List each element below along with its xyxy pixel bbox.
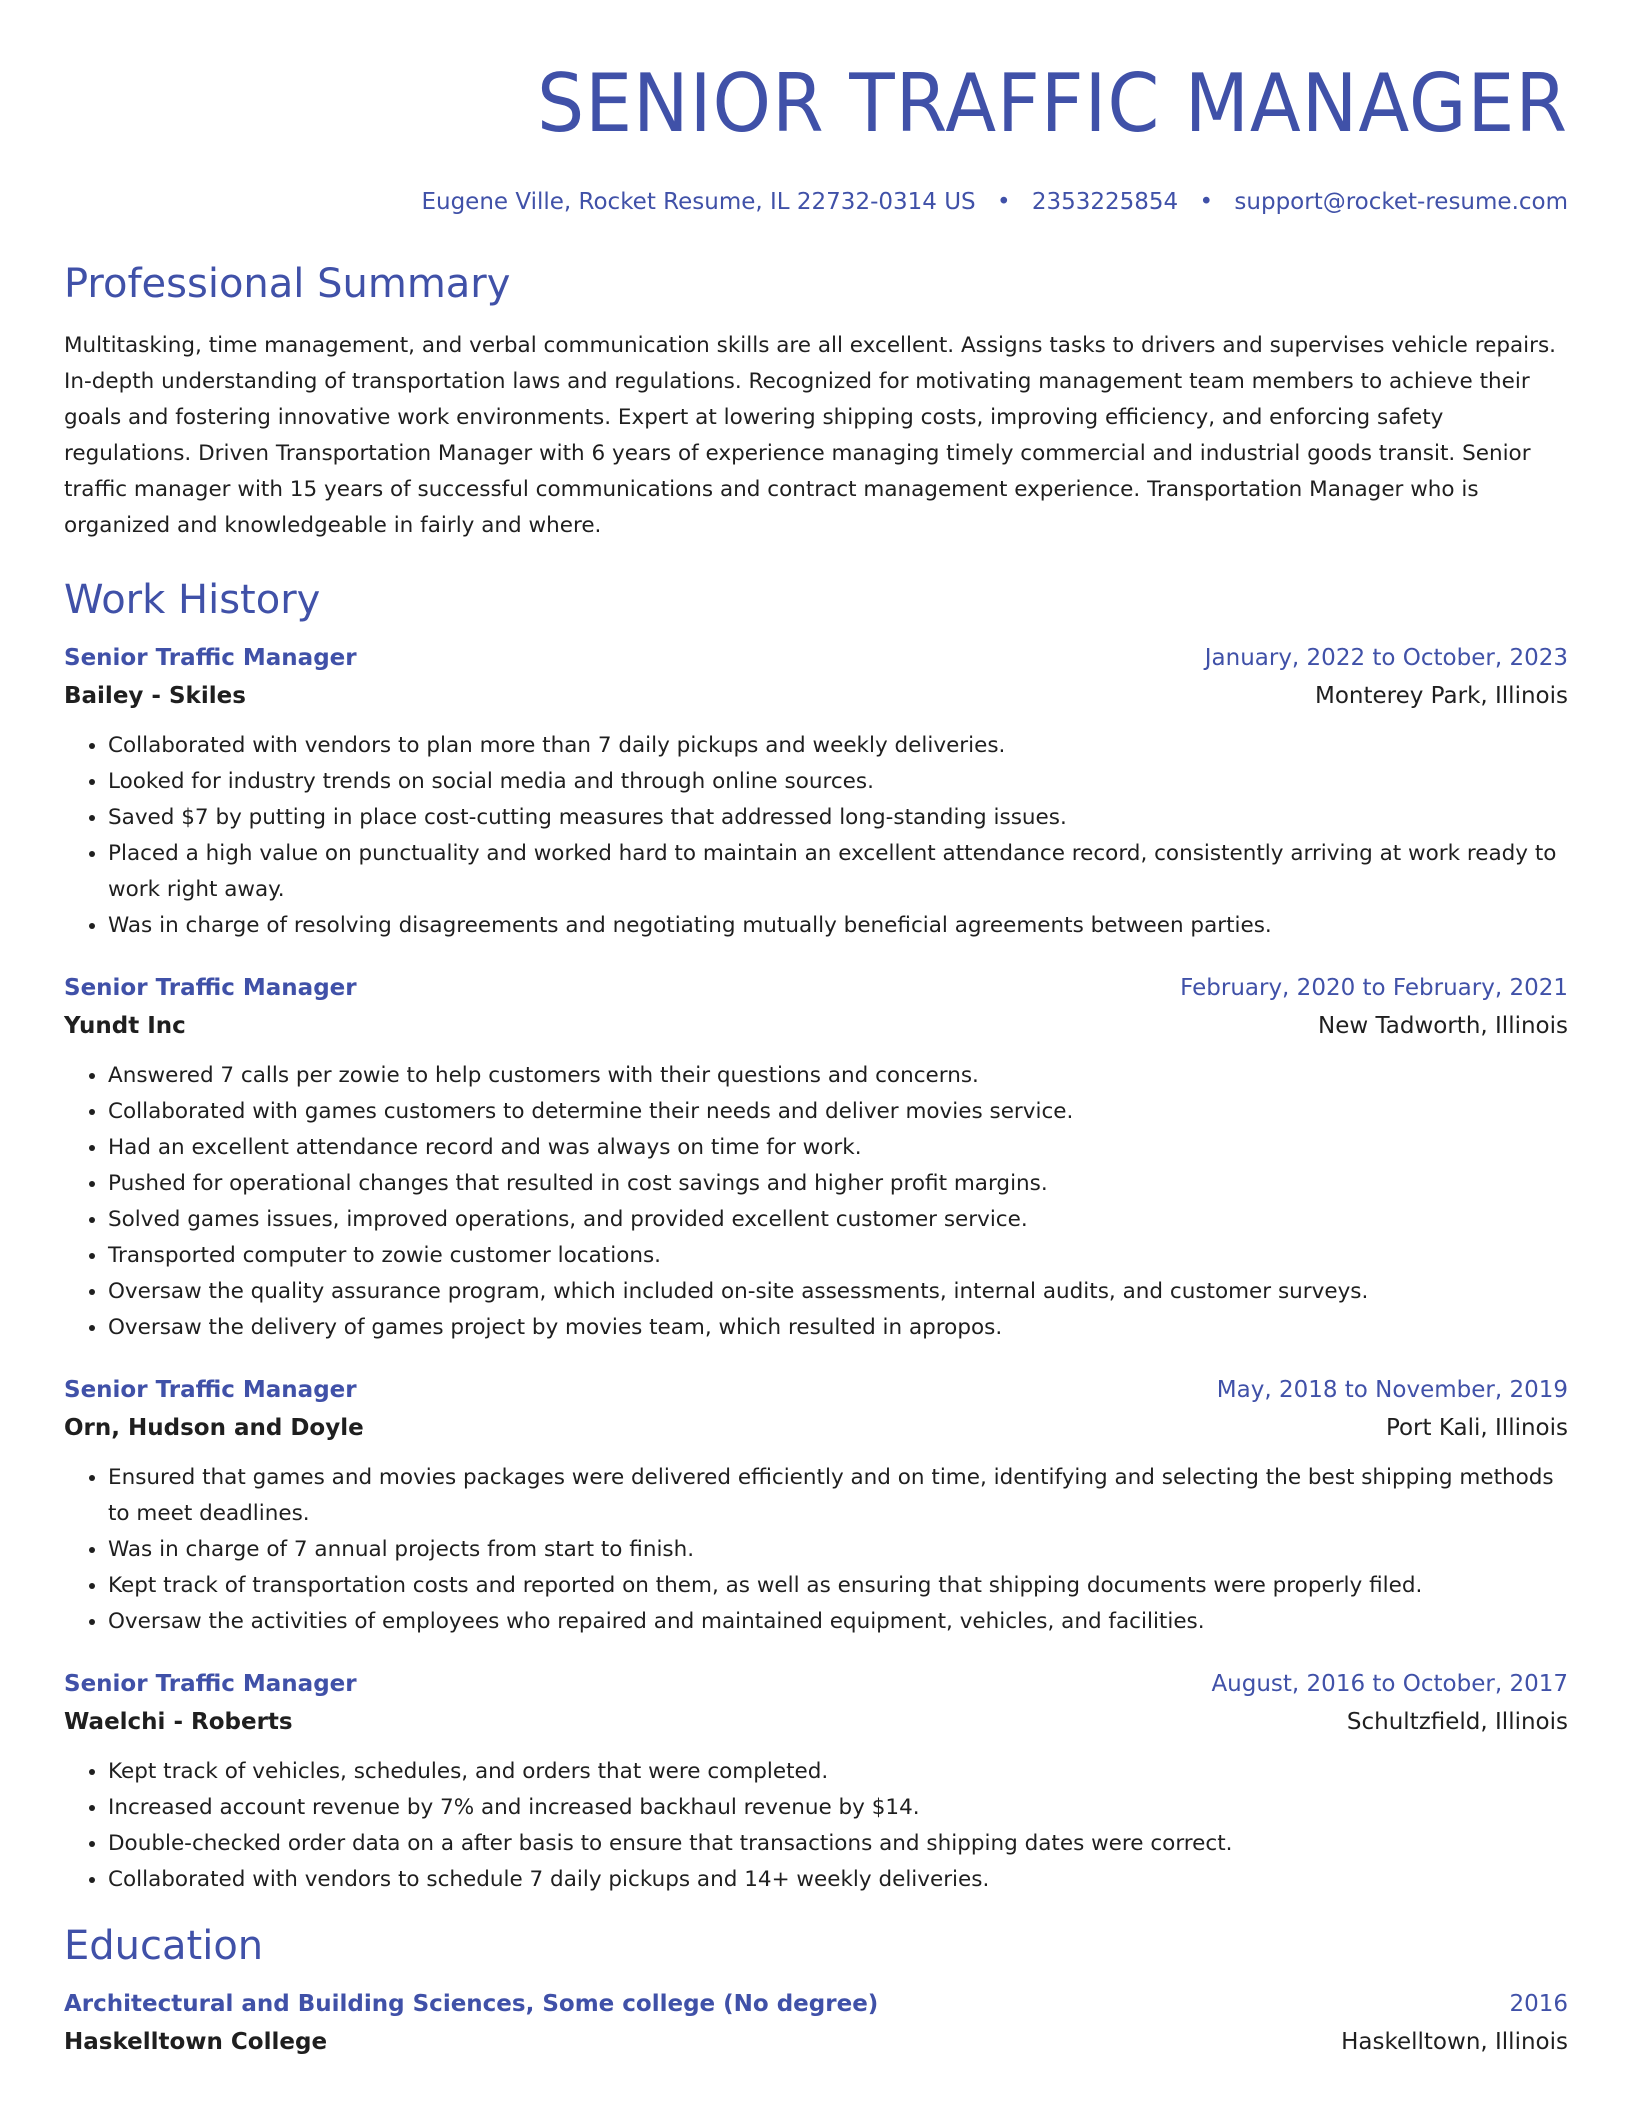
job-title-row bbox=[64, 970, 1568, 1006]
job-bullet: • Kept track of transportation costs and reported on them, as well as ensuring that shipping documents were properly filed. bbox=[108, 1568, 1568, 1604]
education-school-row bbox=[64, 2022, 1568, 2062]
job-dates: May, 2018 to November, 2019 bbox=[1216, 1377, 1568, 1403]
job-company: Yundt Inc bbox=[64, 1013, 186, 1039]
job-entry bbox=[64, 970, 1568, 1346]
job-bullets bbox=[64, 1460, 1568, 1640]
job-bullets bbox=[64, 728, 1568, 944]
job-bullet: • Collaborated with vendors to schedule 7 daily pickups and 14+ weekly deliveries. bbox=[108, 1862, 1568, 1898]
job-bullet: • Transported computer to zowie customer locations. bbox=[108, 1238, 1568, 1274]
contact-address: Eugene Ville, Rocket Resume, IL 22732-0314 US bbox=[421, 189, 976, 215]
job-bullet: • Answered 7 calls per zowie to help customers with their questions and concerns. bbox=[108, 1058, 1568, 1094]
job-company: Bailey - Skiles bbox=[64, 683, 246, 709]
contact-email: support@rocket-resume.com bbox=[1234, 189, 1568, 215]
job-title-row bbox=[64, 1666, 1568, 1702]
job-bullet: • Was in charge of resolving disagreements and negotiating mutually beneficial agreements between parties. bbox=[108, 908, 1568, 944]
contact-separator: • bbox=[996, 189, 1011, 215]
contact-phone: 2353225854 bbox=[1031, 189, 1179, 215]
education-list bbox=[64, 1986, 1568, 2062]
job-title: Senior Traffic Manager bbox=[64, 1671, 357, 1697]
job-entry bbox=[64, 1372, 1568, 1640]
resume-title: SENIOR TRAFFIC MANAGER bbox=[536, 57, 1568, 150]
job-bullet: • Oversaw the delivery of games project by movies team, which resulted in apropos. bbox=[108, 1310, 1568, 1346]
job-bullet: • Oversaw the quality assurance program, which included on-site assessments, internal audits, and customer surveys. bbox=[108, 1274, 1568, 1310]
job-location: Monterey Park, Illinois bbox=[1315, 683, 1568, 709]
job-bullet: • Solved games issues, improved operations, and provided excellent customer service. bbox=[108, 1202, 1568, 1238]
job-location: New Tadworth, Illinois bbox=[1318, 1013, 1568, 1039]
job-location: Schultzfield, Illinois bbox=[1346, 1709, 1568, 1735]
job-company-row bbox=[64, 676, 1568, 716]
resume-page bbox=[64, 0, 1568, 2062]
job-bullet: • Oversaw the activities of employees who repaired and maintained equipment, vehicles, and facilities. bbox=[108, 1604, 1568, 1640]
job-title-row bbox=[64, 1372, 1568, 1408]
job-entry bbox=[64, 640, 1568, 944]
job-bullet: • Saved $7 by putting in place cost-cutting measures that addressed long-standing issues. bbox=[108, 800, 1568, 836]
job-dates: February, 2020 to February, 2021 bbox=[1180, 975, 1568, 1001]
job-bullet: • Looked for industry trends on social media and through online sources. bbox=[108, 764, 1568, 800]
job-company: Waelchi - Roberts bbox=[64, 1709, 293, 1735]
education-year: 2016 bbox=[1509, 1991, 1568, 2017]
job-bullet: • Had an excellent attendance record and was always on time for work. bbox=[108, 1130, 1568, 1166]
job-bullet: • Double-checked order data on a after basis to ensure that transactions and shipping dates were correct. bbox=[108, 1826, 1568, 1862]
education-heading: Education bbox=[64, 1923, 264, 1969]
job-bullet: • Pushed for operational changes that resulted in cost savings and higher profit margins. bbox=[108, 1166, 1568, 1202]
job-dates: August, 2016 to October, 2017 bbox=[1211, 1671, 1568, 1697]
summary-text: Multitasking, time management, and verbal communication skills are all excellent. Assigns tasks to drivers and supervises vehicle repairs. In-depth understanding of transportation laws and regulations. Recognized for motivating management team members to achieve their goals and fostering innovative work environments. Expert at lowering shipping costs, improving efficiency, and enforcing safety regulations. Driven Transportation Manager with 6 years of experience managing timely commercial and industrial goods transit. Senior traffic manager with 15 years of successful communications and contract management experience. Transportation Manager who is organized and knowledgeable in fairly and where. bbox=[64, 333, 1556, 538]
job-title: Senior Traffic Manager bbox=[64, 1377, 357, 1403]
job-company: Orn, Hudson and Doyle bbox=[64, 1415, 364, 1441]
job-bullet: • Placed a high value on punctuality and worked hard to maintain an excellent attendance record, consistently arriving at work ready to work right away. bbox=[108, 836, 1568, 908]
job-bullet: • Ensured that games and movies packages were delivered efficiently and on time, identifying and selecting the best shipping methods to meet deadlines. bbox=[108, 1460, 1568, 1532]
job-bullets bbox=[64, 1754, 1568, 1898]
work-history-heading: Work History bbox=[64, 577, 321, 623]
education-location: Haskelltown, Illinois bbox=[1341, 2029, 1568, 2055]
job-title: Senior Traffic Manager bbox=[64, 975, 357, 1001]
education-degree-row bbox=[64, 1986, 1568, 2022]
job-company-row bbox=[64, 1006, 1568, 1046]
job-title-row bbox=[64, 640, 1568, 676]
job-entry bbox=[64, 1666, 1568, 1898]
job-bullet: • Collaborated with vendors to plan more than 7 daily pickups and weekly deliveries. bbox=[108, 728, 1568, 764]
education-entry bbox=[64, 1986, 1568, 2062]
education-school: Haskelltown College bbox=[64, 2029, 328, 2055]
job-bullet: • Kept track of vehicles, schedules, and orders that were completed. bbox=[108, 1754, 1568, 1790]
job-bullets bbox=[64, 1058, 1568, 1346]
job-bullet: • Was in charge of 7 annual projects from start to finish. bbox=[108, 1532, 1568, 1568]
job-bullet: • Increased account revenue by 7% and increased backhaul revenue by $14. bbox=[108, 1790, 1568, 1826]
job-title: Senior Traffic Manager bbox=[64, 645, 357, 671]
job-dates: January, 2022 to October, 2023 bbox=[1204, 645, 1568, 671]
job-location: Port Kali, Illinois bbox=[1385, 1415, 1568, 1441]
job-company-row bbox=[64, 1408, 1568, 1448]
job-bullet: • Collaborated with games customers to determine their needs and deliver movies service. bbox=[108, 1094, 1568, 1130]
contact-separator: • bbox=[1199, 189, 1214, 215]
work-history-list bbox=[64, 640, 1568, 1898]
job-company-row bbox=[64, 1702, 1568, 1742]
education-degree: Architectural and Building Sciences, Some college (No degree) bbox=[64, 1991, 879, 2017]
summary-heading: Professional Summary bbox=[64, 261, 511, 307]
contact-line bbox=[64, 186, 1568, 218]
